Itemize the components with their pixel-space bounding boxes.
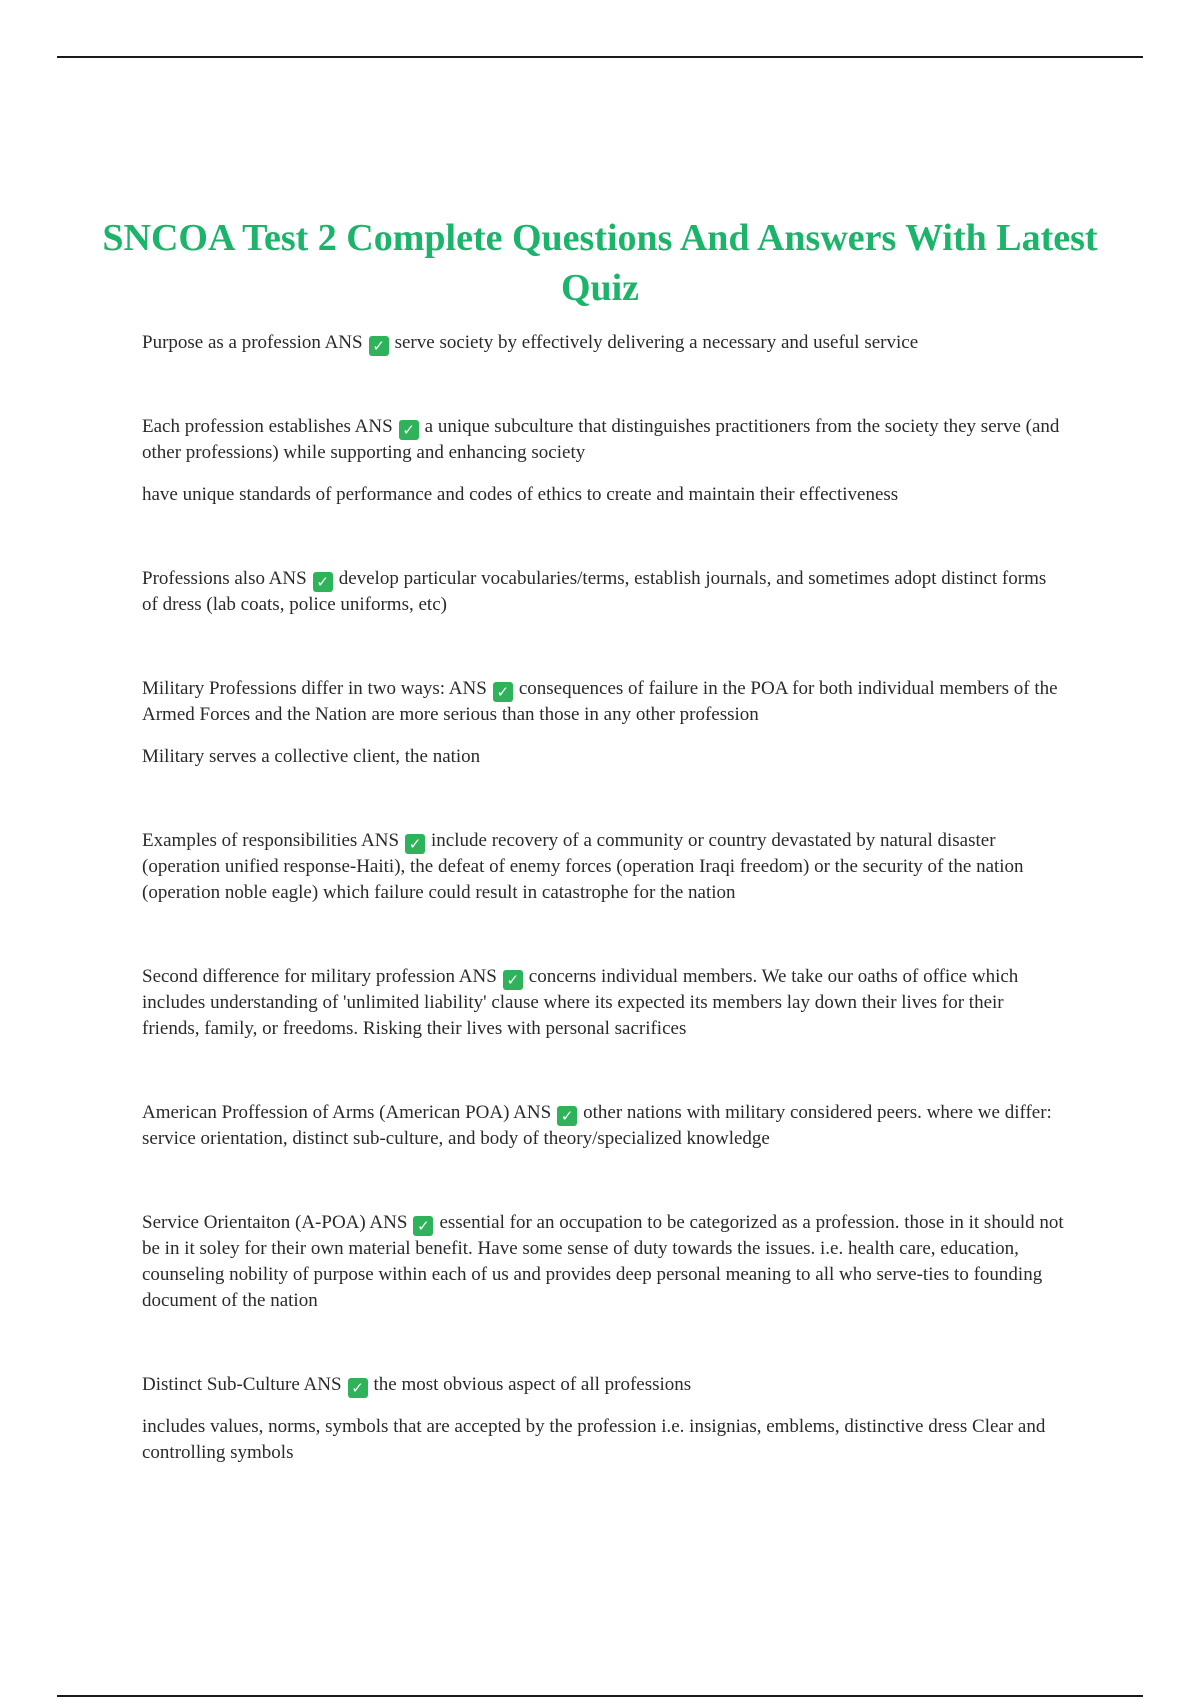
question-text: Second difference for military profession ANS — [142, 966, 497, 987]
check-mark-icon: ✓ — [405, 834, 425, 854]
question-text: Purpose as a profession ANS — [142, 332, 363, 353]
question-text: Examples of responsibilities ANS — [142, 830, 400, 851]
answer-text: the most obvious aspect of all professions — [373, 1374, 692, 1395]
answer-extra-text: includes values, norms, symbols that are accepted by the profession i.e. insignias, emblems, distinctive dress Clear and controlling symbols — [142, 1416, 1046, 1463]
qa-item — [142, 828, 1064, 906]
answer-text: essential for an occupation to be categorized as a profession. those in it should not be in it soley for their own material benefit. Have some sense of duty towards the issues. i.e. health care, education, counseling nobility of purpose within each of us and provides deep personal meaning to all who serve-ties to founding document of the nation — [142, 1212, 1064, 1311]
top-rule — [57, 56, 1143, 58]
check-mark-icon: ✓ — [503, 970, 523, 990]
question-text: Distinct Sub-Culture ANS — [142, 1374, 342, 1395]
question-text: American Proffession of Arms (American POA) ANS — [142, 1102, 552, 1123]
document-title: SNCOA Test 2 Complete Questions And Answers With Latest Quiz — [102, 217, 1098, 309]
answer-text: develop particular vocabularies/terms, establish journals, and sometimes adopt distinct forms of dress (lab coats, police uniforms, etc) — [142, 568, 1047, 615]
question-text: Professions also ANS — [142, 568, 307, 589]
qa-line — [142, 566, 1064, 618]
qa-item — [142, 1100, 1064, 1152]
answer-text: concerns individual members. We take our oaths of office which includes understanding of 'unlimited liability' clause where its expected its members lay down their lives for their friends, family, or freedoms. Risking their lives with personal sacrifices — [142, 966, 1019, 1039]
qa-line — [142, 414, 1064, 466]
qa-line — [142, 1100, 1064, 1152]
answer-text: a unique subculture that distinguishes practitioners from the society they serve (and other professions) while supporting and enhancing society — [142, 416, 1060, 463]
qa-item — [142, 566, 1064, 618]
qa-line — [142, 676, 1064, 728]
answer-extra-text: have unique standards of performance and codes of ethics to create and maintain their effectiveness — [142, 484, 899, 505]
answer-text: include recovery of a community or country devastated by natural disaster (operation unified response-Haiti), the defeat of enemy forces (operation Iraqi freedom) or the security of the nation (operation noble eagle) which failure could result in catastrophe for the nation — [142, 830, 1024, 903]
qa-item — [142, 330, 1064, 356]
qa-line — [142, 1210, 1064, 1314]
answer-text: serve society by effectively delivering a necessary and useful service — [394, 332, 919, 353]
check-mark-icon: ✓ — [557, 1106, 577, 1126]
qa-item — [142, 1372, 1064, 1466]
qa-item — [142, 964, 1064, 1042]
qa-line — [142, 1372, 1064, 1398]
check-mark-icon: ✓ — [399, 420, 419, 440]
qa-list — [142, 330, 1064, 1466]
question-text: Military Professions differ in two ways: ANS — [142, 678, 487, 699]
check-mark-icon: ✓ — [413, 1216, 433, 1236]
check-mark-icon: ✓ — [369, 336, 389, 356]
qa-item — [142, 676, 1064, 770]
qa-line — [142, 330, 1064, 356]
qa-item — [142, 1210, 1064, 1314]
check-mark-icon: ✓ — [313, 572, 333, 592]
check-mark-icon: ✓ — [348, 1378, 368, 1398]
bottom-rule — [57, 1695, 1143, 1697]
question-text: Service Orientaiton (A-POA) ANS — [142, 1212, 408, 1233]
answer-text: other nations with military considered peers. where we differ: service orientation, distinct sub-culture, and body of theory/specialized knowledge — [142, 1102, 1052, 1149]
answer-text: consequences of failure in the POA for both individual members of the Armed Forces and the Nation are more serious than those in any other profession — [142, 678, 1058, 725]
question-text: Each profession establishes ANS — [142, 416, 393, 437]
check-mark-icon: ✓ — [493, 682, 513, 702]
qa-item — [142, 414, 1064, 508]
answer-extra-text: Military serves a collective client, the nation — [142, 746, 481, 767]
qa-line — [142, 828, 1064, 906]
qa-line — [142, 964, 1064, 1042]
